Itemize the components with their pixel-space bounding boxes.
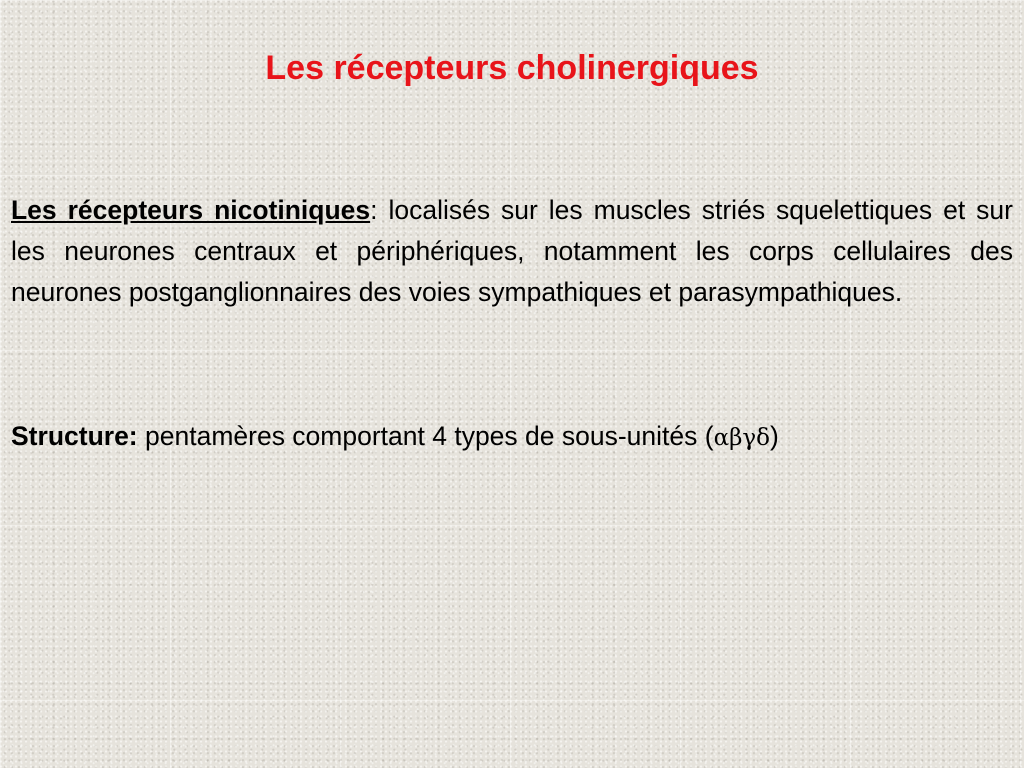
- structure-paragraph: [11, 416, 1013, 459]
- structure-close-paren: ): [770, 421, 779, 451]
- structure-description: pentamères comportant 4 types de sous-unités (: [137, 421, 714, 451]
- nicotinic-description: localisés sur les muscles striés squelettiques et sur les neurones centraux et périphériques, notamment les corps cellulaires des neurones postganglionnaires des voies sympathiques et parasympathiques.: [11, 195, 1013, 307]
- nicotinic-receptors-term: Les récepteurs nicotiniques: [11, 195, 371, 225]
- slide-title: Les récepteurs cholinergiques: [265, 49, 759, 87]
- subunit-symbols: αβγδ: [713, 425, 770, 451]
- structure-term: Structure:: [11, 421, 138, 451]
- nicotinic-separator: :: [370, 195, 389, 225]
- nicotinic-receptors-paragraph: [11, 190, 1013, 313]
